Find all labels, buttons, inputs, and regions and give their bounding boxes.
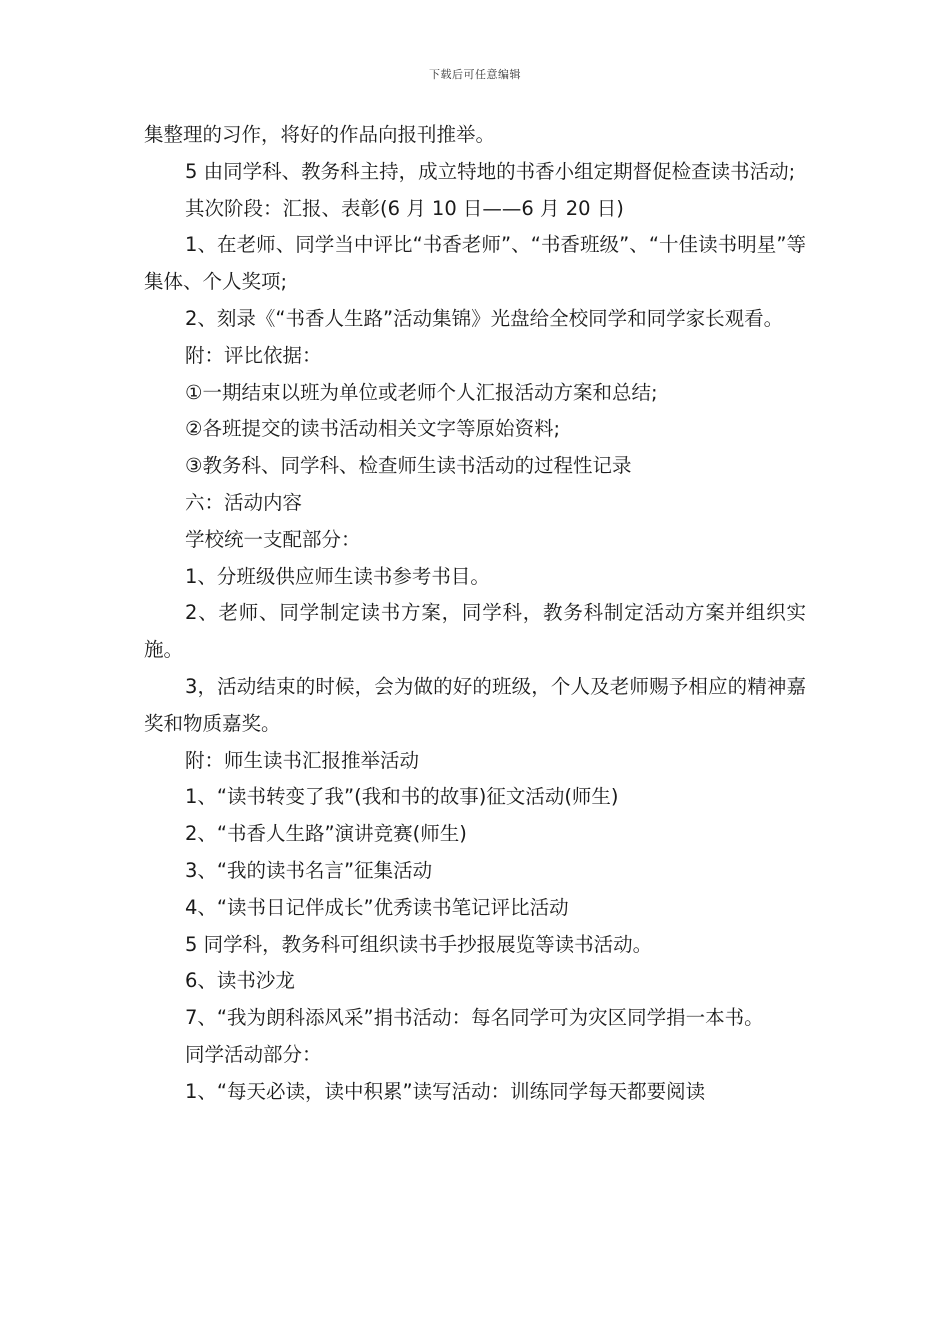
document-body — [144, 117, 806, 1111]
paragraph: 学校统一支配部分： — [185, 527, 361, 551]
section-heading: 其次阶段：汇报、表彰(6 月 10 日——6 月 20 日) — [185, 196, 624, 220]
list-item: 3，活动结束的时候，会为做的好的班级，个人及老师赐予相应的精神嘉奖和物质嘉奖。 — [144, 674, 806, 735]
list-item: 6、读书沙龙 — [185, 969, 295, 993]
list-item: 1、分班级供应师生读书参考书目。 — [185, 564, 490, 588]
list-item: 3、“我的读书名言”征集活动 — [185, 858, 433, 882]
list-item: 1、在老师、同学当中评比“书香老师”、“书香班级”、“十佳读书明星”等集体、个人奖项; — [144, 233, 806, 294]
list-item: 7、“我为朗科添风采”捐书活动：每名同学可为灾区同学捐一本书。 — [185, 1006, 764, 1030]
list-item: ②各班提交的读书活动相关文字等原始资料; — [185, 417, 561, 441]
section-heading: 六：活动内容 — [185, 490, 303, 514]
list-item: ③教务科、同学科、检查师生读书活动的过程性记录 — [185, 454, 632, 478]
paragraph: 集整理的习作，将好的作品向报刊推举。 — [144, 123, 496, 146]
paragraph: 附：师生读书汇报推举活动 — [185, 748, 420, 772]
list-item: 5 同学科，教务科可组织读书手抄报展览等读书活动。 — [185, 932, 653, 956]
paragraph: 附：评比依据： — [185, 343, 322, 367]
paragraph: 同学活动部分： — [185, 1042, 322, 1066]
page-header-note: 下载后可任意编辑 — [429, 68, 521, 81]
list-item: 2、“书香人生路”演讲竞赛(师生) — [185, 822, 467, 846]
list-item: 2、老师、同学制定读书方案，同学科，教务科制定活动方案并组织实施。 — [144, 601, 806, 662]
list-item: 1、“读书转变了我”(我和书的故事)征文活动(师生) — [185, 785, 619, 809]
list-item: 4、“读书日记伴成长”优秀读书笔记评比活动 — [185, 895, 569, 919]
list-item: ①一期结束以班为单位或老师个人汇报活动方案和总结; — [185, 380, 658, 404]
list-item: 2、刻录《“书香人生路”活动集锦》光盘给全校同学和同学家长观看。 — [185, 306, 784, 330]
paragraph: 5 由同学科、教务科主持，成立特地的书香小组定期督促检查读书活动; — [185, 159, 796, 183]
list-item: 1、“每天必读，读中积累”读写活动：训练同学每天都要阅读 — [185, 1079, 706, 1103]
